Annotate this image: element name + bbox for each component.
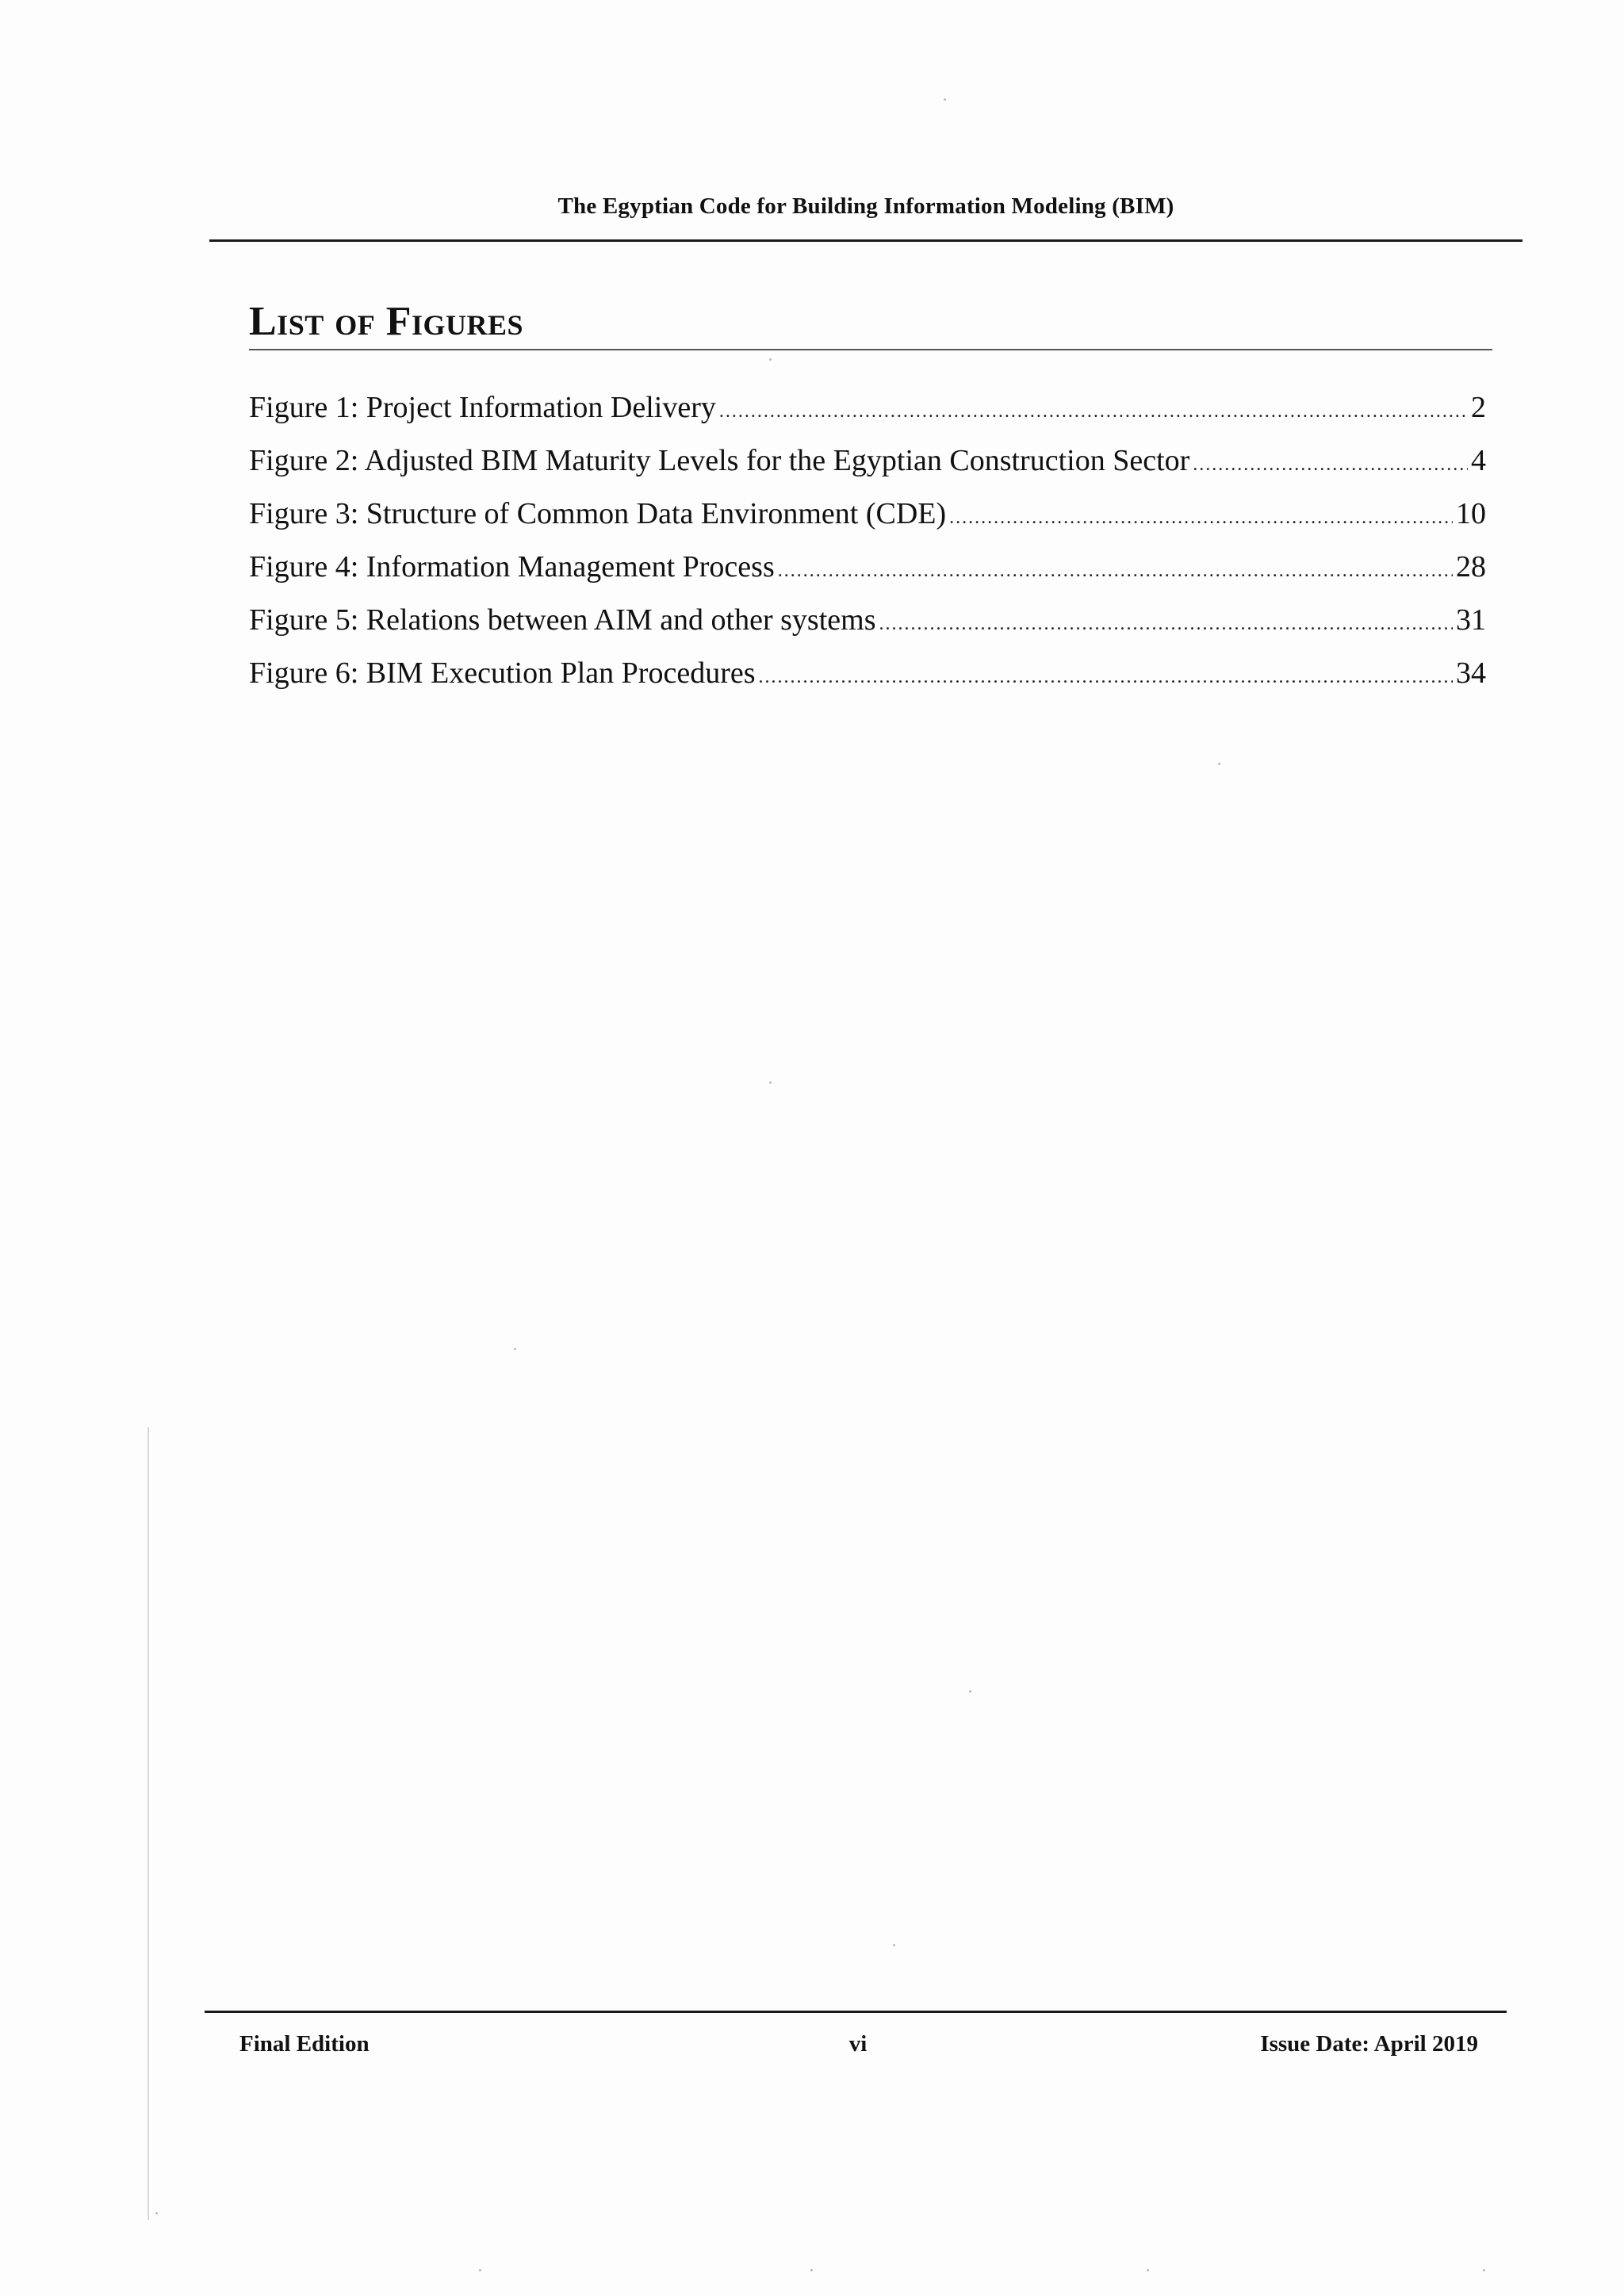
running-header: The Egyptian Code for Building Information Modeling (BIM) [557,193,1174,219]
figure-page-number: 2 [1471,391,1486,424]
section-title: List of Figures [249,299,524,344]
scan-speck [810,2269,813,2271]
scan-speck [769,1081,772,1084]
figure-page-number: 34 [1456,656,1486,690]
scan-speck [1218,763,1220,765]
scan-speck [1147,2269,1149,2271]
footer-page-number: vi [848,2031,868,2057]
scan-speck [969,1690,971,1693]
scan-speck [479,2269,481,2271]
dot-leader [1193,454,1468,476]
figure-entry[interactable] [249,390,1486,443]
figure-label: Figure 1: Project Information Delivery [249,391,716,424]
figure-label: Figure 2: Adjusted BIM Maturity Levels for the Egyptian Construction Sector [249,444,1190,477]
figure-label: Figure 3: Structure of Common Data Environment (CDE) [249,497,947,530]
scan-speck [944,98,946,101]
figure-list [249,390,1486,709]
scan-speck [1483,2269,1485,2271]
scan-speck [769,358,772,361]
figure-label: Figure 6: BIM Execution Plan Procedures [249,656,756,690]
scan-binding-line [147,1427,149,2220]
figure-page-number: 31 [1456,603,1486,637]
figure-label: Figure 4: Information Management Process [249,550,775,584]
dot-leader [949,507,1453,529]
figure-page-number: 28 [1456,550,1486,584]
scan-speck [155,2212,158,2214]
dot-leader [719,401,1468,423]
figure-entry[interactable] [249,603,1486,656]
scan-speck [514,1348,516,1350]
title-rule [249,349,1492,350]
dot-leader [778,561,1453,582]
footer-edition: Final Edition [239,2031,370,2057]
footer-rule [205,2011,1507,2013]
figure-label: Figure 5: Relations between AIM and other systems [249,603,876,637]
scan-speck [893,1944,895,1946]
figure-entry[interactable] [249,443,1486,496]
footer-issue-date: Issue Date: April 2019 [1260,2031,1478,2057]
figure-entry[interactable] [249,549,1486,603]
figure-entry[interactable] [249,656,1486,709]
figure-page-number: 4 [1471,444,1486,477]
dot-leader [879,614,1454,635]
header-rule [209,239,1522,242]
figure-page-number: 10 [1456,497,1486,530]
figure-entry[interactable] [249,496,1486,549]
dot-leader [759,667,1453,688]
